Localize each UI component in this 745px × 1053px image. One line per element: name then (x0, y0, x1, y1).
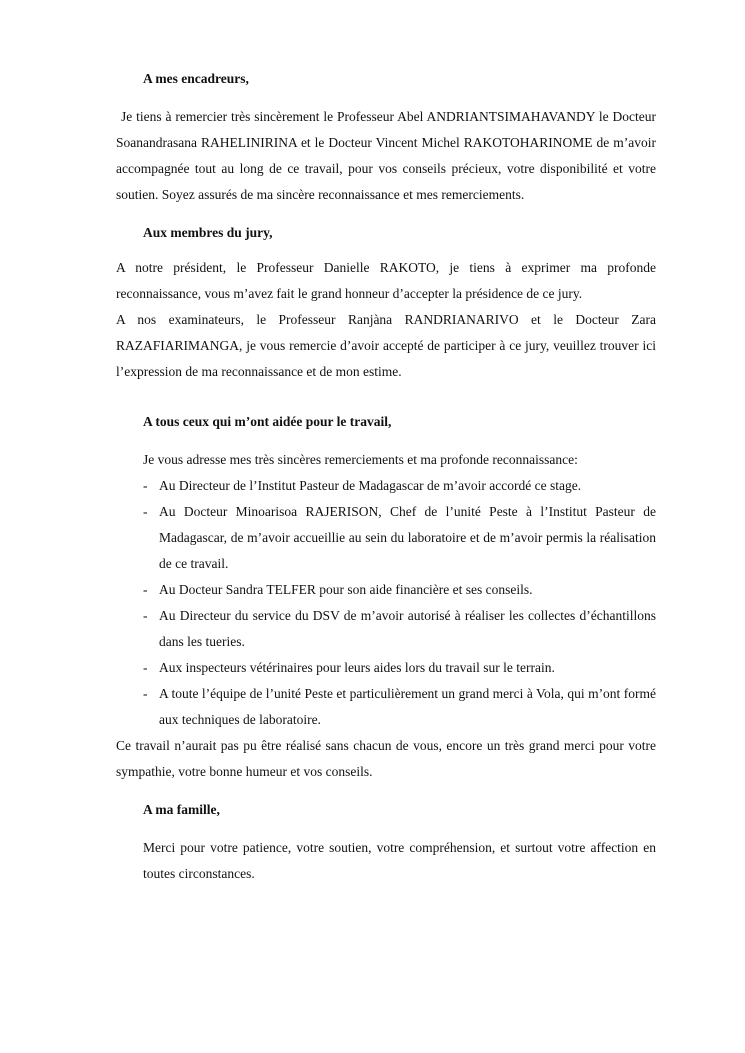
travail-intro: Je vous adresse mes très sincères remerciements et ma profonde reconnaissance: (143, 452, 578, 467)
bullet-dash: - (143, 582, 148, 597)
jury-heading: Aux membres du jury, (143, 225, 273, 240)
list-item-text: Au Directeur de l’Institut Pasteur de Madagascar de m’avoir accordé ce stage. (159, 478, 582, 493)
acknowledgements-page (116, 66, 656, 887)
list-item (143, 577, 656, 603)
encadreurs-heading: A mes encadreurs, (143, 71, 249, 86)
bullet-dash: - (143, 478, 148, 493)
bullet-dash: - (143, 504, 148, 519)
list-item (143, 655, 656, 681)
travail-heading: A tous ceux qui m’ont aidée pour le travail, (143, 414, 392, 429)
bullet-dash: - (143, 608, 148, 623)
list-item-text: Au Directeur du service du DSV de m’avoir autorisé à réaliser les collectes d’échantillons dans les tueries. (159, 608, 656, 649)
list-item (143, 603, 656, 655)
list-item (143, 499, 656, 577)
jury-examinateurs-paragraph: A nos examinateurs, le Professeur Ranjàna RANDRIANARIVO et le Docteur Zara RAZAFIARIMANGA, je vous remercie d’avoir accepté de participer à ce jury, veuillez trouver ici l’expression de ma reconnaissance et de mon estime. (116, 312, 656, 379)
list-item-text: A toute l’équipe de l’unité Peste et particulièrement un grand merci à Vola, qui m’ont formé aux techniques de laboratoire. (159, 686, 656, 727)
encadreurs-paragraph: Je tiens à remercier très sincèrement le Professeur Abel ANDRIANTSIMAHAVANDY le Docteur Soanandrasana RAHELINIRINA et le Docteur Vincent Michel RAKOTOHARINOME de m’avoir accompagnée tout au long de ce travail, pour vos conseils précieux, votre disponibilité et votre soutien. Soyez assurés de ma sincère reconnaissance et mes remerciements. (116, 109, 656, 202)
list-item-text: Aux inspecteurs vétérinaires pour leurs aides lors du travail sur le terrain. (159, 660, 555, 675)
famille-paragraph: Merci pour votre patience, votre soutien, votre compréhension, et surtout votre affection en toutes circonstances. (143, 840, 656, 881)
travail-list (143, 473, 656, 733)
travail-closing-paragraph: Ce travail n’aurait pas pu être réalisé sans chacun de vous, encore un très grand merci pour votre sympathie, votre bonne humeur et vos conseils. (116, 738, 656, 779)
bullet-dash: - (143, 660, 148, 675)
bullet-dash: - (143, 686, 148, 701)
list-item-text: Au Docteur Minoarisoa RAJERISON, Chef de l’unité Peste à l’Institut Pasteur de Madagascar, de m’avoir accueillie au sein du laboratoire et de m’avoir permis la réalisation de ce travail. (159, 504, 656, 571)
list-item-text: Au Docteur Sandra TELFER pour son aide financière et ses conseils. (159, 582, 533, 597)
famille-heading: A ma famille, (143, 802, 220, 817)
jury-president-paragraph: A notre président, le Professeur Danielle RAKOTO, je tiens à exprimer ma profonde reconnaissance, vous m’avez fait le grand honneur d’accepter la présidence de ce jury. (116, 260, 656, 301)
list-item (143, 681, 656, 733)
list-item (143, 473, 656, 499)
